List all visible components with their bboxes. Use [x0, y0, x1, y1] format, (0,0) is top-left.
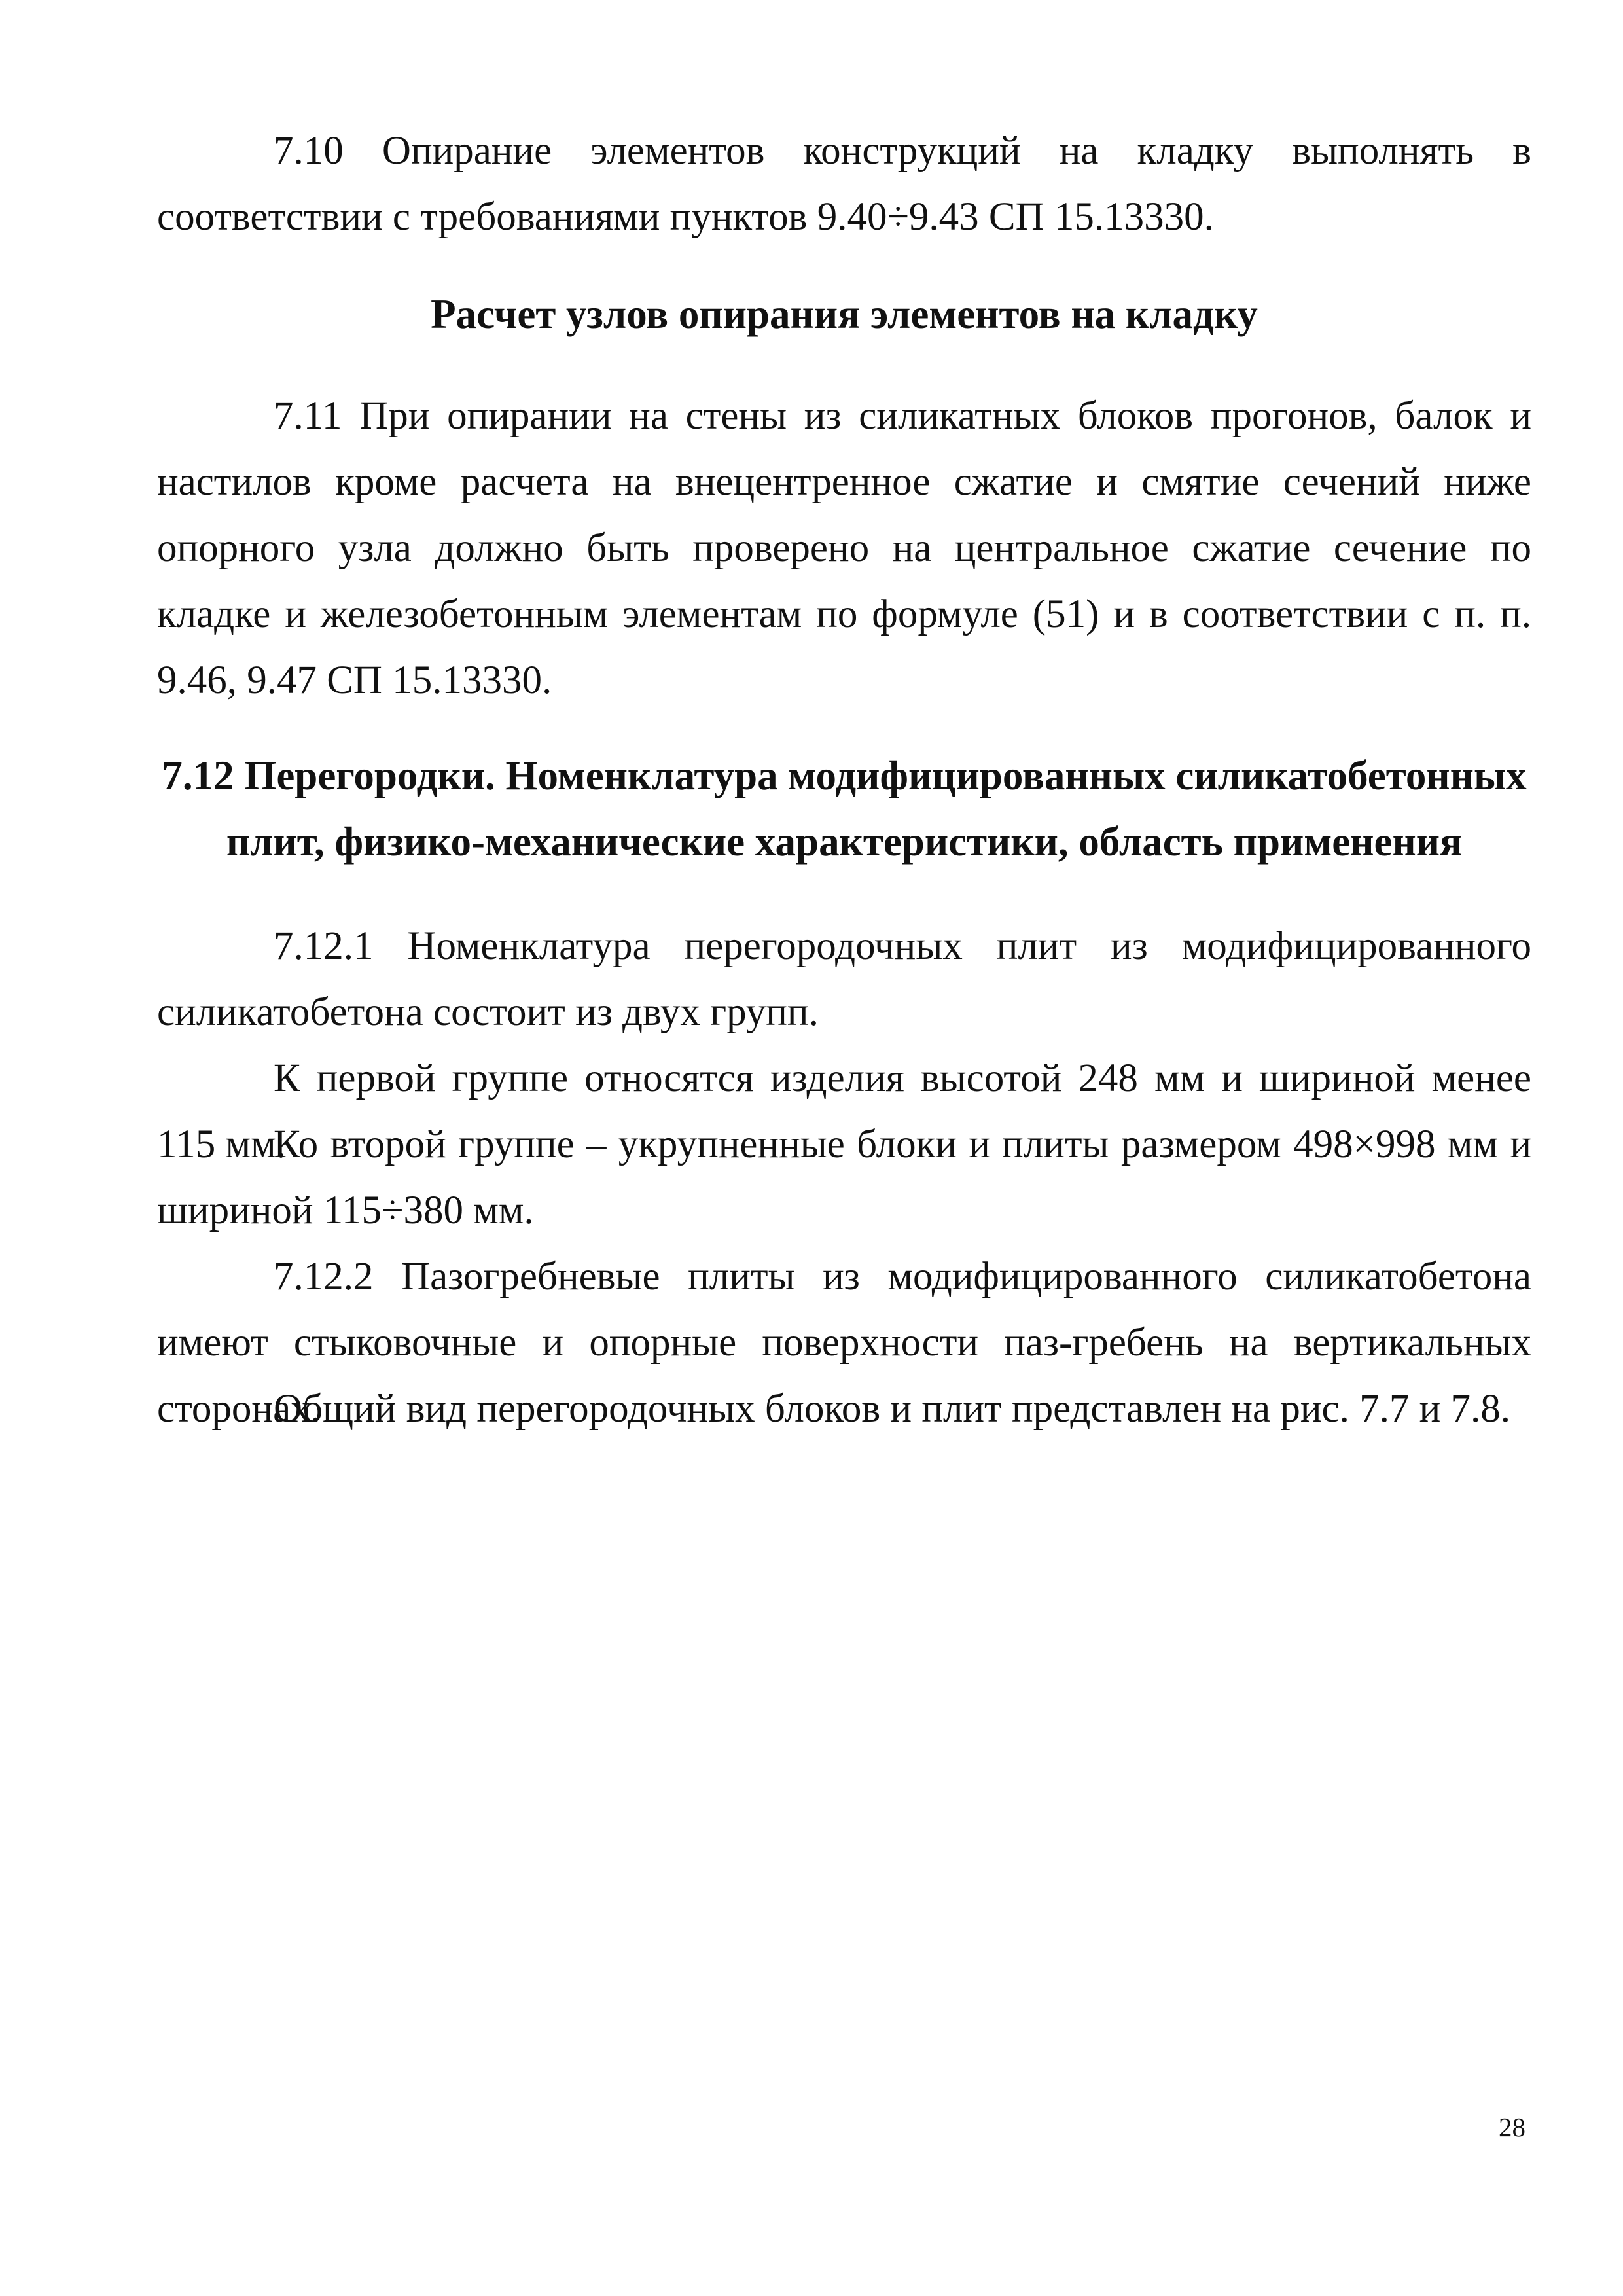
paragraph-7-12-1: 7.12.1 Номенклатура перегородочных плит из модифицированного силикатобетона состоит из двух групп. — [157, 924, 1531, 1034]
paragraph-general-view: Общий вид перегородочных блоков и плит представлен на рис. 7.7 и 7.8. — [274, 1387, 1510, 1431]
paragraph-first-group: К первой группе относятся изделия высотой 248 мм и шириной менее 115 мм. — [157, 1056, 1531, 1166]
paragraph-7-12-2: 7.12.2 Пазогребневые плиты из модифицированного силикатобетона имеют стыковочные и опорные поверхности паз-гребень на вертикальных сторонах. — [157, 1255, 1531, 1431]
paragraph-7-11: 7.11 При опирании на стены из силикатных блоков прогонов, балок и настилов кроме расчета на внецентренное сжатие и смятие сечений ниже опорного узла должно быть проверено на центральное сжатие сечение по кладке и железобетонным элементам по формуле (51) и в соответствии с п. п. 9.46, 9.47 СП 15.13330. — [157, 394, 1531, 702]
page-number: 28 — [1499, 2112, 1525, 2142]
paragraph-7-10: 7.10 Опирание элементов конструкций на кладку выполнять в соответствии с требованиями пунктов 9.40÷9.43 СП 15.13330. — [157, 129, 1531, 239]
heading-7-12: 7.12 Перегородки. Номенклатура модифицированных силикатобетонных плит, физико-механические характеристики, область применения — [162, 753, 1527, 865]
heading-support-nodes: Расчет узлов опирания элементов на кладку — [431, 291, 1258, 337]
paragraph-second-group: Ко второй группе – укрупненные блоки и плиты размером 498×998 мм и шириной 115÷380 мм. — [157, 1122, 1531, 1232]
